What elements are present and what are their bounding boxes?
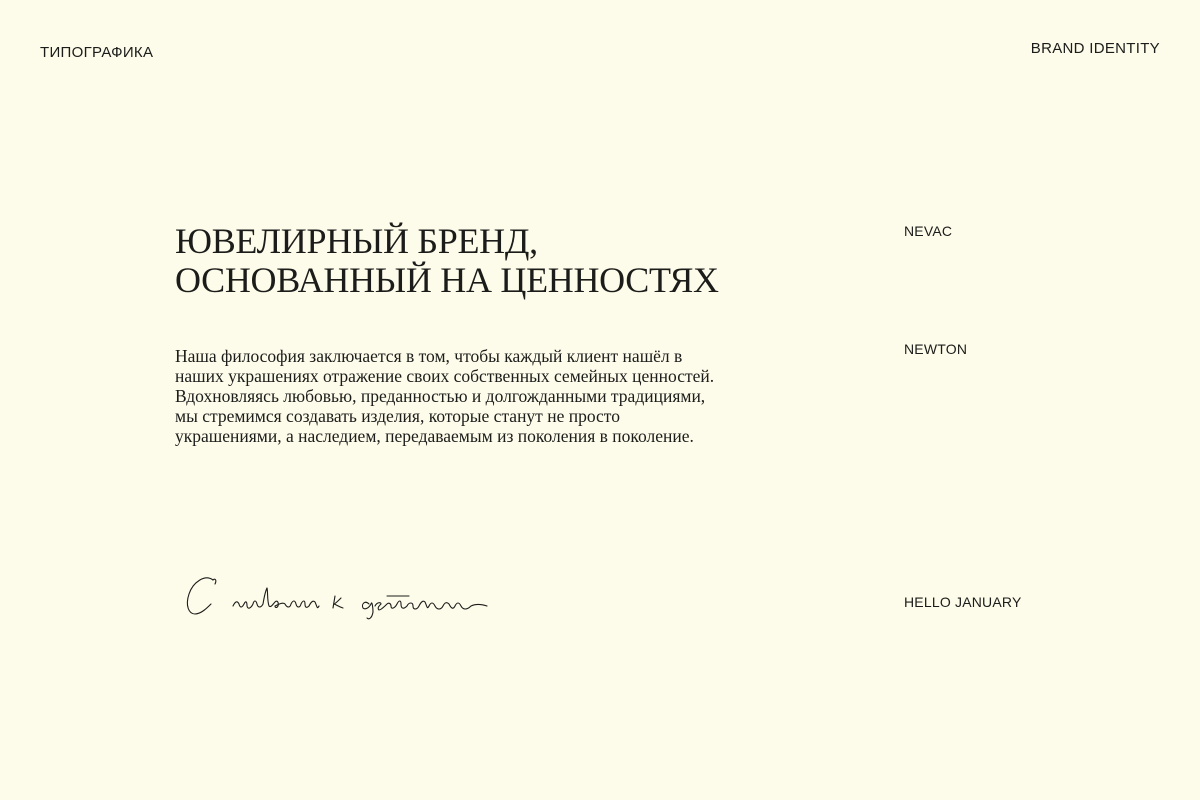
- headline-line-2: ОСНОВАННЫЙ НА ЦЕННОСТЯХ: [175, 260, 719, 300]
- font-name-script: HELLO JANUARY: [904, 594, 1022, 610]
- body-paragraph: [175, 346, 765, 446]
- font-name-body: NEWTON: [904, 341, 968, 357]
- body-line-4: мы стремимся создавать изделия, которые станут не просто: [175, 406, 620, 426]
- body-line-1: Наша философия заключается в том, чтобы каждый клиент нашёл в: [175, 346, 683, 366]
- handwritten-script-graphic: [183, 568, 493, 624]
- font-name-headline: NEVAC: [904, 223, 953, 239]
- script-lettering-sample: [183, 568, 493, 624]
- section-title-typography: ТИПОГРАФИКА: [40, 44, 154, 61]
- body-line-5: украшениями, а наследием, передаваемым из поколения в поколение.: [175, 426, 694, 446]
- section-title-brand-identity: BRAND IDENTITY: [1030, 40, 1160, 57]
- body-line-2: наших украшениях отражение своих собственных семейных ценностей.: [175, 366, 715, 386]
- body-line-3: Вдохновляясь любовью, преданностью и долгожданными традициями,: [175, 386, 706, 406]
- headline: [175, 222, 719, 300]
- headline-line-1: ЮВЕЛИРНЫЙ БРЕНД,: [175, 221, 538, 261]
